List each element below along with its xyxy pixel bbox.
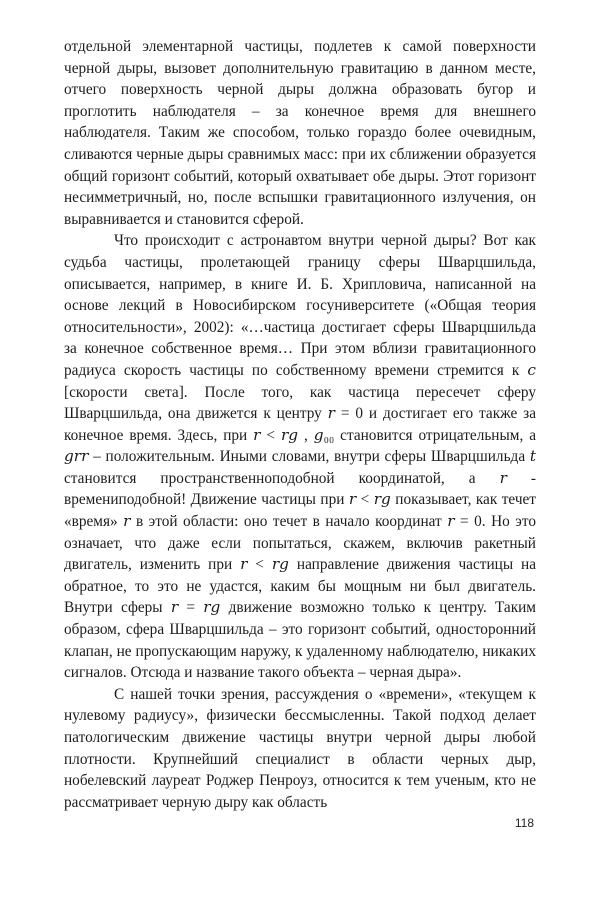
body-text [64, 36, 536, 813]
paragraph-2: Что происходит с астронавтом внутри черной дыры? Вот как судьба частицы, пролетающей границу сферы Шварцшильда, описывается, например, в книге И. Б. Хрипловича, написанной на основе лекций в Новосибирском госуниверситете («Общая теория относительности», 2002): «…частица достигает сферы Шварцшильда за конечное собственное время… При этом вблизи гравитационного радиуса скорость частицы по собственному времени стремится к 𝑐 [скорости света]. После того, как частица пересечет сферу Шварцшильда, она движется к центру 𝑟 = 0 и достигает его также за конечное время. Здесь, при 𝑟 < 𝑟𝑔 , 𝑔₀₀ становится отрицательным, а 𝑔𝑟𝑟 – положительным. Иными словами, внутри сферы Шварцшильда 𝑡 становится пространственноподобной координатой, а 𝑟 - времениподобной! Движение частицы при 𝑟 < 𝑟𝑔 показывает, как течет «время» 𝑟 в этой области: оно течет в начало координат 𝑟 = 0. Но это означает, что даже если попытаться, скажем, включив ракетный двигатель, изменить при 𝑟 < 𝑟𝑔 направление движения частицы на обратное, то это не удастся, каким бы мощным ни был двигатель. Внутри сферы 𝑟 = 𝑟𝑔 движение возможно только к центру. Таким образом, сфера Шварцшильда – это горизонт событий, односторонний клапан, не пропускающим наружу, к удаленному наблюдателю, никаких сигналов. Отсюда и название такого объекта – черная дыра». [64, 232, 536, 682]
paragraph-1: отдельной элементарной частицы, подлетев к самой поверхности черной дыры, вызовет дополнительную гравитацию в данном месте, отчего поверхность черной дыры должна образовать бугор и проглотить наблюдателя – за конечное время для внешнего наблюдателя. Таким же способом, только гораздо более очевидным, сливаются черные дыры сравнимых масс: при их сближении образуется общий горизонт событий, который охватывает обе дыры. Этот горизонт несимметричный, но, после вспышки гравитационного излучения, он выравнивается и становится сферой. [64, 38, 536, 228]
page-number: 118 [514, 816, 534, 830]
paragraph-3: С нашей точки зрения, рассуждения о «времени», «текущем к нулевому радиусу», физически бессмысленны. Такой подход делает патологическим движение частицы внутри черной дыры любой плотности. Крупнейший специалист в области черных дыр, нобелевский лауреат Роджер Пенроуз, относится к тем ученым, кто не рассматривает черную дыру как область [64, 685, 536, 811]
